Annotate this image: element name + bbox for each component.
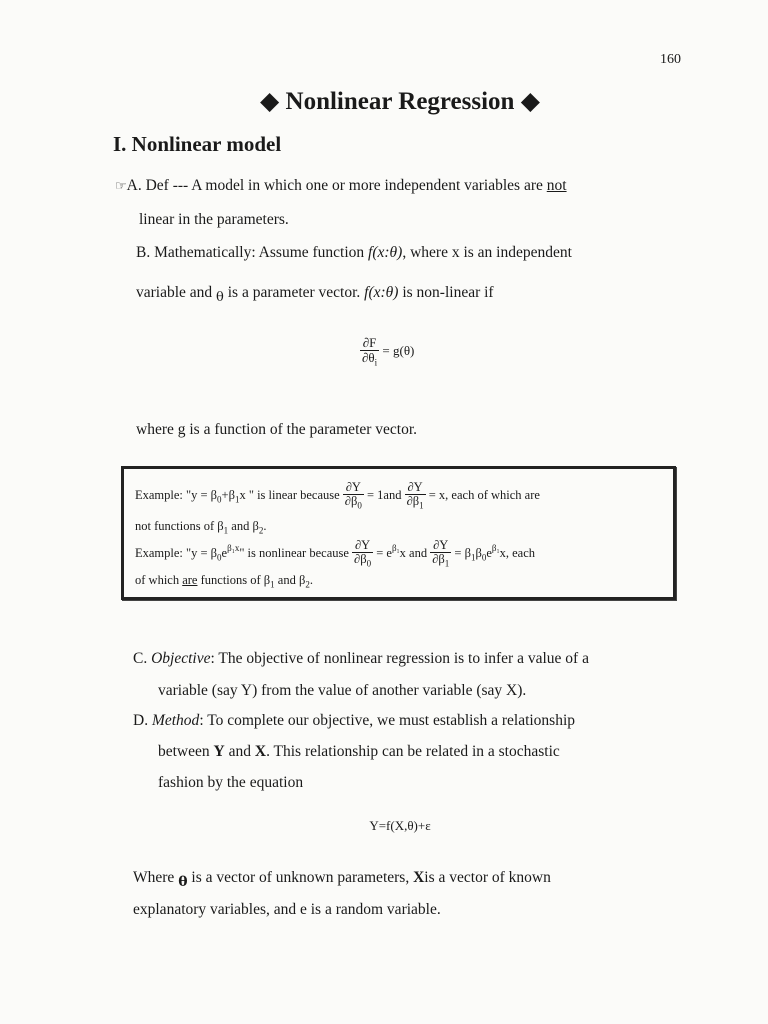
where-theta-line2: explanatory variables, and e is a random variable. (133, 901, 441, 918)
pointing-hand-icon: ☞ (115, 178, 127, 193)
point-d-line3: fashion by the equation (158, 774, 304, 791)
example-2-line2: of which are functions of $\beta_1$ and $\beta_2$. (135, 573, 313, 590)
point-b-line1: B. Mathematically: Assume function f(x:θ), where x is an independent (136, 244, 572, 261)
point-d-line2: between Y and X. This relationship can be related in a stochastic (158, 743, 560, 760)
underlined-not: not (546, 177, 567, 194)
point-a-line2: linear in the parameters. (139, 211, 289, 228)
example-1-line1: Example: "$y = \beta_0+\beta_1x$ " is linear because $\frac{\partial Y}{\partial\beta_0}$ = 1and $\frac{\partial Y}{\partial\beta_1}$ = x, each of which are (135, 480, 540, 511)
section-heading: I. Nonlinear model (113, 132, 282, 156)
where-g-text: where g is a function of the parameter vector. (136, 421, 418, 438)
point-c-line2: variable (say Y) from the value of another variable (say X). (158, 682, 527, 699)
point-c-line1: C. Objective: The objective of nonlinear regression is to infer a value of a (133, 650, 589, 667)
example-2-line1: Example: "$y = \beta_0e^{\beta_1x}$" is nonlinear because $\frac{\partial Y}{\partial\beta_0}$ = $e^{\beta_1}x$ and $\frac{\partial Y}{\partial\beta_1}$ = $\beta_1\beta_0e^{\beta_1}x$, each (135, 538, 535, 569)
where-theta-line1: Where θ is a vector of unknown parameters, Xis a vector of known (133, 869, 551, 890)
nonlinear-condition-formula: $\frac{\partial F}{\partial\theta_i}$ = g(θ) (362, 335, 415, 368)
example-1-line2: not functions of $\beta_1$ and $\beta_2$. (135, 519, 267, 536)
example-box (121, 466, 676, 600)
point-a-line1: ☞A. Def --- A model in which one or more independent variables are not (115, 177, 567, 194)
point-d-line1: D. Method: To complete our objective, we must establish a relationship (133, 712, 576, 729)
point-b-line2: variable and $_\theta$ is a parameter vector. f(x:θ) is non-linear if (136, 284, 494, 305)
page-number: 160 (660, 52, 681, 67)
page-title: ◆ Nonlinear Regression ◆ (260, 88, 540, 115)
stochastic-equation: Y=f(X,θ)+ε (369, 818, 431, 833)
